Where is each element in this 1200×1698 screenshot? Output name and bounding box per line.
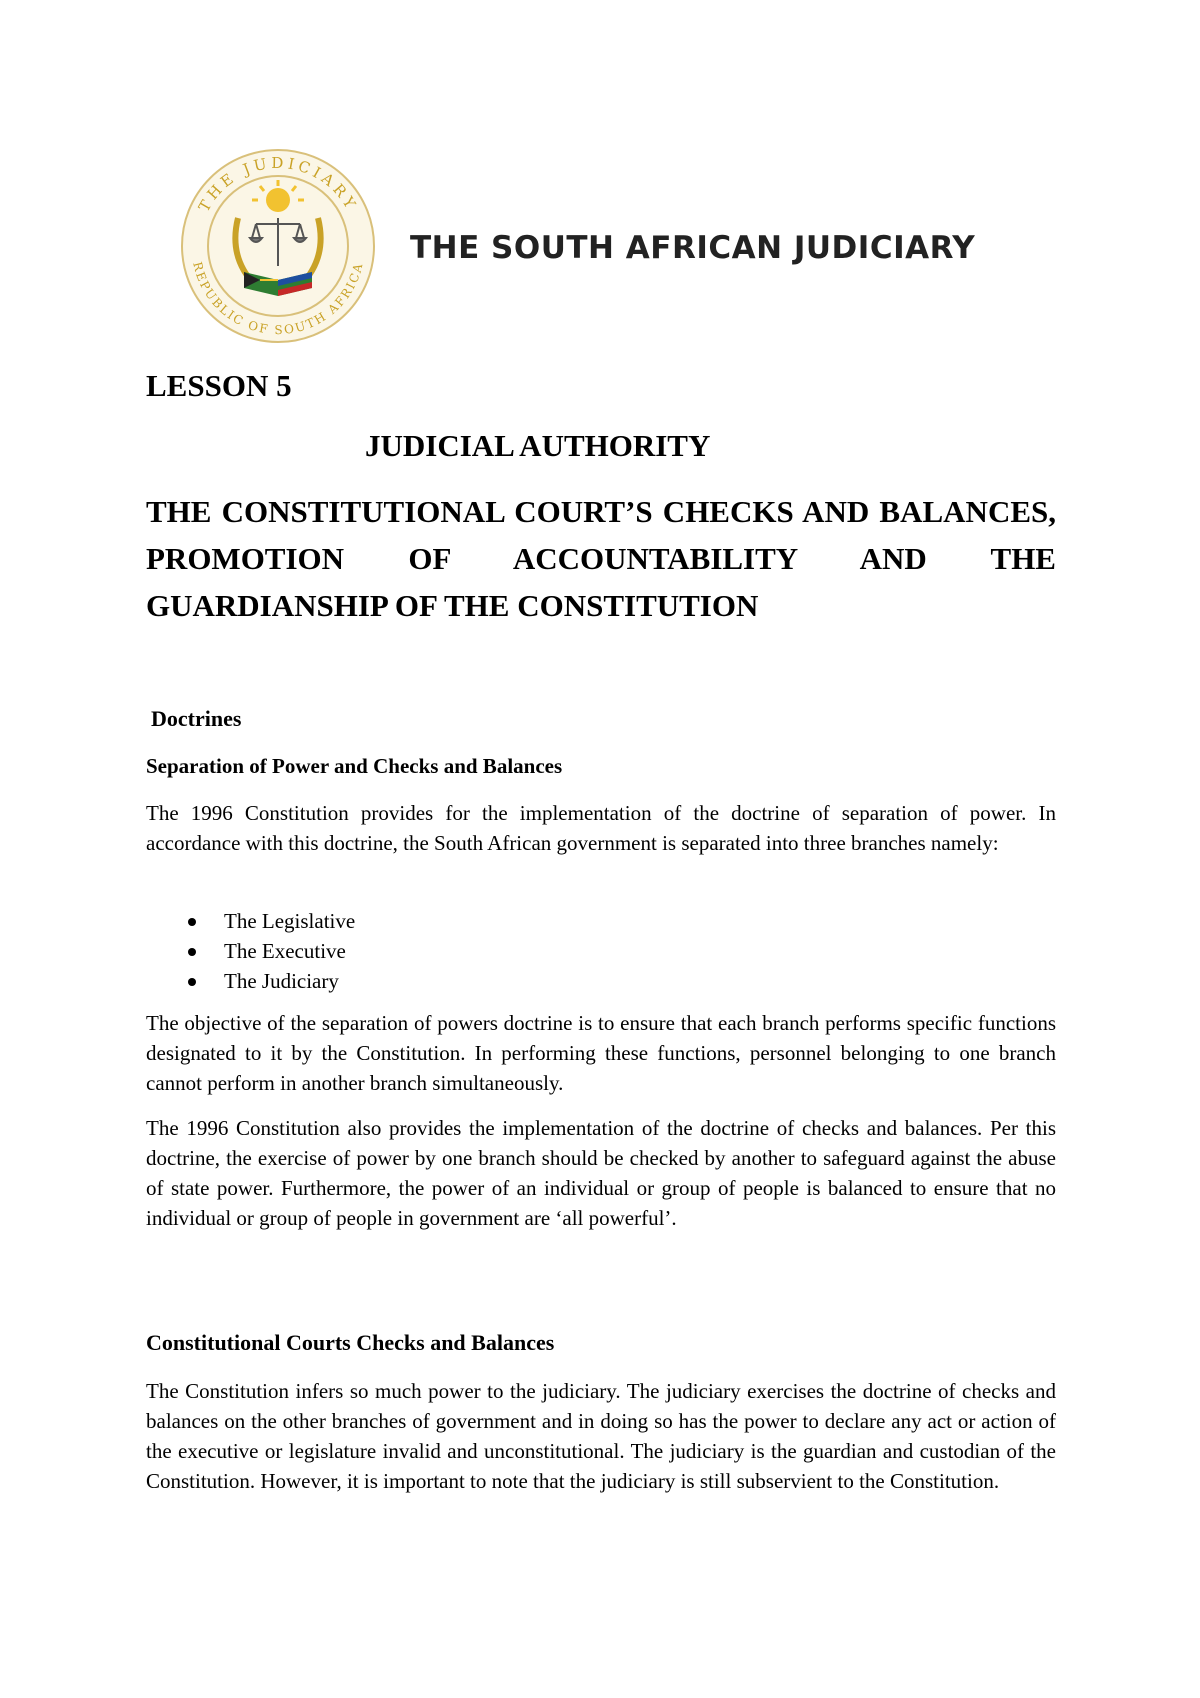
- seal-text-top: THE JUDICIARY: [194, 153, 362, 215]
- list-item-label: The Judiciary: [224, 969, 339, 993]
- lesson-number: LESSON 5: [146, 368, 292, 403]
- bullet-icon: [188, 918, 196, 926]
- organisation-name: THE SOUTH AFRICAN JUDICIARY: [410, 230, 976, 266]
- section-heading: Constitutional Courts Checks and Balances: [146, 1330, 555, 1355]
- paragraph: The Constitution infers so much power to the judiciary. The judiciary exercises the doctrine of checks and balances on the other branches of government and in doing so has the power to declare any act or action of the executive or legislature invalid and unconstitutional. The judiciary is the guardian and custodian of the Constitution. However, it is important to note that the judiciary is still subservient to the Constitution.: [146, 1379, 1056, 1493]
- seal-text-bottom: REPUBLIC OF SOUTH AFRICA: [190, 260, 366, 338]
- list-item: [146, 906, 1056, 936]
- bullet-icon: [188, 978, 196, 986]
- letterhead: [160, 148, 1090, 348]
- list-item-label: The Legislative: [224, 909, 356, 933]
- page-title: THE CONSTITUTIONAL COURT’S CHECKS AND BALANCES, PROMOTION OF ACCOUNTABILITY AND THE GUARDIANSHIP OF THE CONSTITUTION: [146, 494, 1056, 623]
- list-item: [146, 966, 1056, 996]
- list-item-label: The Executive: [224, 939, 346, 963]
- branches-list: [146, 906, 1056, 996]
- paragraph: The objective of the separation of powers doctrine is to ensure that each branch performs specific functions designated to it by the Constitution. In performing these functions, personnel belonging to one branch cannot perform in another branch simultaneously.: [146, 1011, 1056, 1095]
- doctrines-heading: Doctrines: [151, 706, 242, 731]
- lesson-subject: JUDICIAL AUTHORITY: [365, 428, 711, 463]
- list-item: [146, 936, 1056, 966]
- bullet-icon: [188, 948, 196, 956]
- section-heading: Separation of Power and Checks and Balances: [146, 754, 563, 778]
- paragraph: The 1996 Constitution also provides the implementation of the doctrine of checks and balances. Per this doctrine, the exercise of power by one branch should be checked by another to safeguard against the abuse of state power. Furthermore, the power of an individual or group of people is balanced to ensure that no individual or group of people in government are ‘all powerful’.: [146, 1116, 1056, 1230]
- paragraph: The 1996 Constitution provides for the implementation of the doctrine of separation of power. In accordance with this doctrine, the South African government is separated into three branches namely:: [146, 801, 1056, 855]
- judiciary-seal-logo: [160, 148, 396, 344]
